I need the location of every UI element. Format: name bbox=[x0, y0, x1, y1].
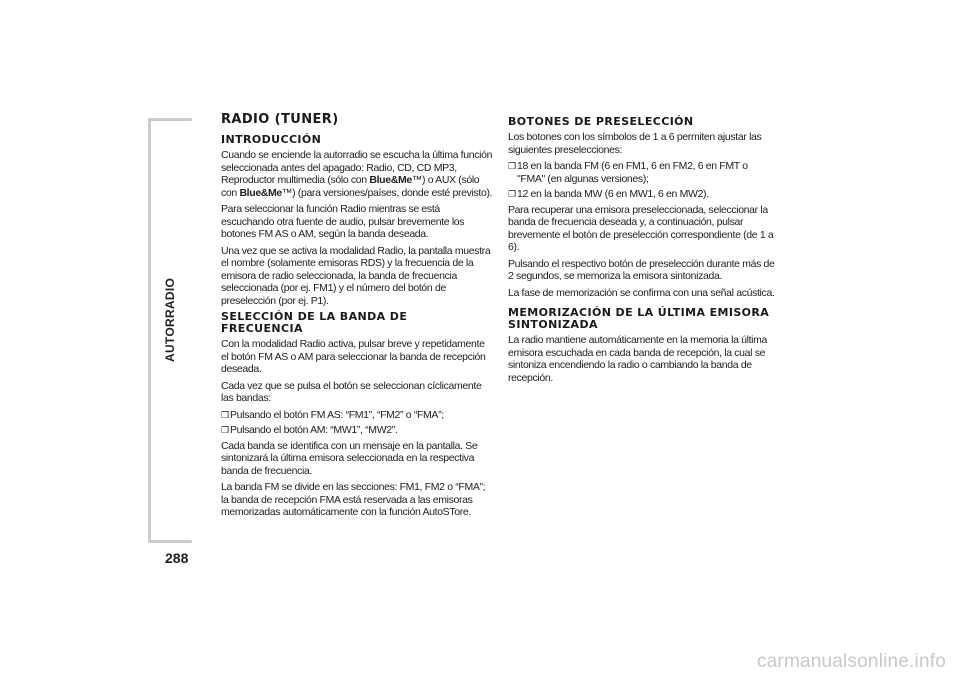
checkbox-icon: ❒ bbox=[508, 189, 516, 199]
intro-p1-a: Cuando se enciende la autorradio se escucha la última función seleccionada antes del apagado: Radio, CD, CD MP3, Reproductor multimedia (sólo con bbox=[221, 149, 493, 186]
band-paragraph-2: Cada vez que se pulsa el botón se seleccionan cíclicamente las bandas: bbox=[221, 379, 482, 404]
preset-paragraph-1: Los botones con los símbolos de 1 a 6 permiten ajustar las siguientes preselecciones: bbox=[508, 131, 762, 156]
checkbox-icon: ❒ bbox=[221, 425, 229, 435]
list-item-text: Pulsando el botón FM AS: “FM1”, “FM2” o “FMA”; bbox=[230, 408, 444, 421]
page-number: 288 bbox=[165, 550, 189, 566]
checkbox-icon: ❒ bbox=[508, 161, 516, 171]
preset-paragraph-3: Pulsando el respectivo botón de preselección durante más de 2 segundos, se memoriza la emisora sintonizada. bbox=[508, 257, 775, 282]
section-label bbox=[163, 262, 203, 372]
preset-paragraph-4: La fase de memorización se confirma con una señal acústica. bbox=[508, 286, 775, 299]
band-paragraph-3: Cada banda se identifica con un mensaje en la pantalla. Se sintonizará la última emisora seleccionada en la respectiva banda de frecuencia. bbox=[221, 439, 478, 477]
intro-paragraph-1 bbox=[221, 149, 493, 199]
side-rule bbox=[148, 119, 151, 542]
band-heading: SELECCIÓN DE LA BANDA DE FRECUENCIA bbox=[221, 310, 408, 335]
preset-paragraph-2: Para recuperar una emisora preseleccionada, seleccionar la banda de frecuencia deseada y, a continuación, pulsar brevemente el botón de preselección correspondiente (de 1 a 6). bbox=[508, 203, 774, 253]
memory-paragraph-1: La radio mantiene automáticamente en la memoria la última emisora escuchada en cada banda de recepción, la cual se sintoniza encendiendo la radio o cambiando la banda de recepción. bbox=[508, 334, 768, 384]
list-item bbox=[508, 188, 778, 201]
intro-paragraph-3: Una vez que se activa la modalidad Radio, la pantalla muestra el nombre (solamente emisoras RDS) y la frecuencia de la emisora de radio seleccionada, la banda de frecuencia seleccionada (por ej. FM1) y el número del botón de preselección (por ej. P1). bbox=[221, 244, 491, 307]
right-column bbox=[508, 112, 778, 388]
side-rule-top bbox=[148, 118, 192, 121]
preset-heading: BOTONES DE PRESELECCIÓN bbox=[508, 115, 694, 128]
intro-p1-b: ™) o AUX (sólo con bbox=[221, 174, 480, 199]
watermark: carmanualsonline.info bbox=[756, 651, 946, 672]
checkbox-icon: ❒ bbox=[221, 409, 229, 420]
list-item bbox=[221, 424, 493, 437]
intro-heading: INTRODUCCIÓN bbox=[221, 133, 322, 146]
list-item bbox=[221, 409, 493, 422]
brand-name: Blue&Me bbox=[369, 174, 412, 186]
list-item bbox=[508, 160, 778, 185]
side-rule-bottom bbox=[148, 540, 192, 543]
intro-p1-c: ™) (para versiones/países, donde esté previsto). bbox=[281, 186, 493, 199]
memory-heading: MEMORIZACIÓN DE LA ÚLTIMA EMISORA SINTONIZADA bbox=[508, 306, 770, 331]
page-title: RADIO (TUNER) bbox=[221, 112, 339, 127]
list-item-text: Pulsando el botón AM: “MW1”, “MW2”. bbox=[230, 424, 398, 436]
left-column bbox=[221, 112, 493, 523]
band-paragraph-1: Con la modalidad Radio activa, pulsar breve y repetidamente el botón FM AS o AM para seleccionar la banda de recepción deseada. bbox=[221, 338, 486, 375]
band-paragraph-4: La banda FM se divide en las secciones: FM1, FM2 o “FMA”; la banda de recepción FMA está reservada a las emisoras memorizadas automáticamente con la función AutoSTore. bbox=[221, 481, 486, 518]
section-label-text: AUTORRADIO bbox=[163, 277, 177, 362]
brand-name: Blue&Me bbox=[239, 186, 282, 199]
list-item-text: 18 en la banda FM (6 en FM1, 6 en FM2, 6 en FMT o "FMA" (en algunas versiones); bbox=[517, 160, 748, 185]
intro-paragraph-2: Para seleccionar la función Radio mientras se está escuchando otra fuente de audio, pulsar brevemente los botones FM AS o AM, según la banda deseada. bbox=[221, 203, 465, 240]
list-item-text: 12 en la banda MW (6 en MW1, 6 en MW2). bbox=[517, 188, 709, 200]
